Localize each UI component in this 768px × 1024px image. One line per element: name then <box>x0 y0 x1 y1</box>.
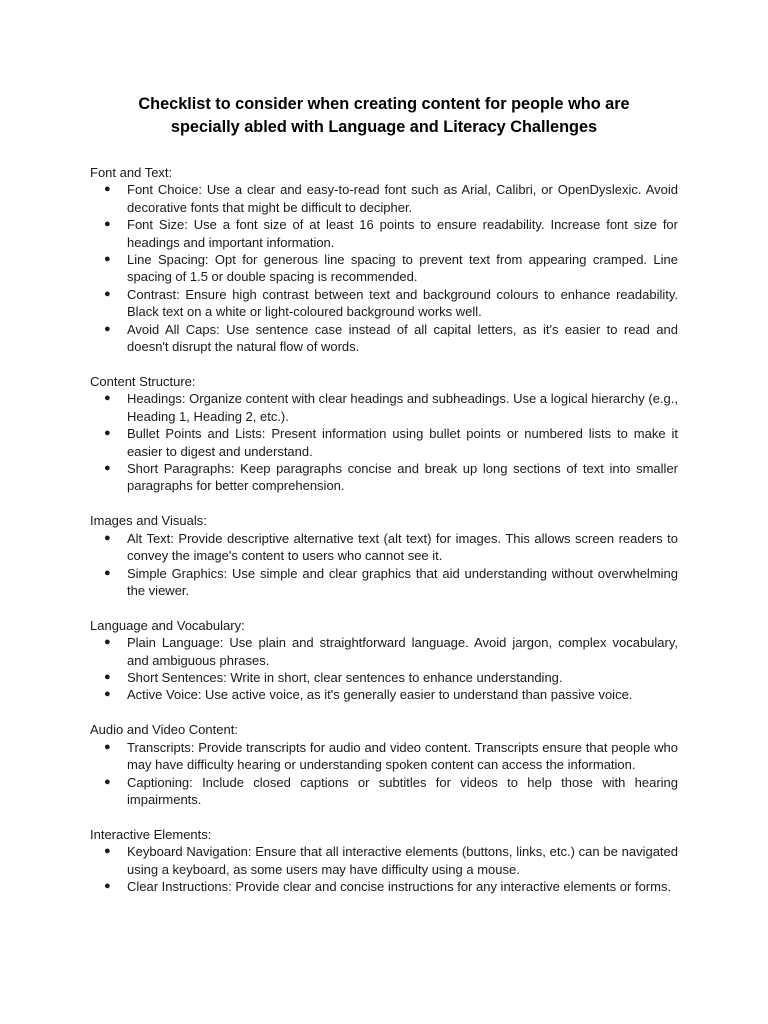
section-heading: Images and Visuals: <box>90 513 207 529</box>
list-item <box>90 774 678 809</box>
section-heading: Language and Vocabulary: <box>90 617 245 633</box>
bullet-list <box>90 390 678 494</box>
list-item-text: Active Voice: Use active voice, as it's generally easier to understand than passive voice. <box>127 687 633 703</box>
bullet-icon: ● <box>104 775 111 788</box>
list-item <box>90 669 678 686</box>
bullet-list <box>90 181 678 355</box>
list-item-text: Alt Text: Provide descriptive alternative text (alt text) for images. This allows screen readers to convey the image's content to users who cannot see it. <box>127 530 678 564</box>
bullet-icon: ● <box>104 688 111 701</box>
list-item <box>90 216 678 251</box>
list-item <box>90 686 678 703</box>
list-item <box>90 634 678 669</box>
section-heading: Content Structure: <box>90 373 196 389</box>
section-heading: Audio and Video Content: <box>90 722 238 738</box>
list-item-text: Bullet Points and Lists: Present information using bullet points or numbered lists to make it easier to digest and understand. <box>127 426 678 459</box>
list-item-text: Line Spacing: Opt for generous line spacing to prevent text from appearing cramped. Line spacing of 1.5 or double spacing is recommended. <box>127 252 678 285</box>
bullet-icon: ● <box>104 845 111 858</box>
list-item-text: Short Paragraphs: Keep paragraphs concise and break up long sections of text into smaller paragraphs for better comprehension. <box>127 461 678 494</box>
bullet-icon: ● <box>104 427 111 440</box>
bullet-icon: ● <box>104 322 111 335</box>
list-item-text: Short Sentences: Write in short, clear sentences to enhance understanding. <box>127 670 563 686</box>
bullet-list <box>90 634 678 704</box>
section-images-and-visuals <box>90 512 678 599</box>
section-content-structure <box>90 373 678 495</box>
bullet-list <box>90 843 678 895</box>
list-item <box>90 530 678 565</box>
bullet-icon: ● <box>104 880 111 893</box>
bullet-icon: ● <box>104 253 111 266</box>
list-item <box>90 251 678 286</box>
bullet-icon: ● <box>104 183 111 196</box>
list-item-text: Transcripts: Provide transcripts for audio and video content. Transcripts ensure that people who may have difficulty hearing or understanding spoken content can access the information. <box>127 739 678 773</box>
bullet-icon: ● <box>104 671 111 684</box>
section-audio-and-video-content <box>90 721 678 808</box>
list-item-text: Clear Instructions: Provide clear and concise instructions for any interactive elements or forms. <box>127 879 672 895</box>
document-page <box>90 93 678 913</box>
section-heading: Interactive Elements: <box>90 826 212 842</box>
bullet-icon: ● <box>104 636 111 649</box>
bullet-icon: ● <box>104 218 111 231</box>
list-item <box>90 181 678 216</box>
list-item-text: Simple Graphics: Use simple and clear graphics that aid understanding without overwhelming the viewer. <box>127 565 678 598</box>
list-item <box>90 878 678 895</box>
bullet-icon: ● <box>104 531 111 544</box>
section-language-and-vocabulary <box>90 617 678 704</box>
section-font-and-text <box>90 164 678 355</box>
section-interactive-elements <box>90 826 678 896</box>
list-item <box>90 321 678 356</box>
list-item-text: Captioning: Include closed captions or subtitles for videos to help those with hearing impairments. <box>127 774 678 807</box>
list-item-text: Font Choice: Use a clear and easy-to-read font such as Arial, Calibri, or OpenDyslexic. Avoid decorative fonts that might be difficult to decipher. <box>127 182 678 215</box>
document-title <box>90 93 678 139</box>
section-heading: Font and Text: <box>90 165 173 180</box>
bullet-icon: ● <box>104 392 111 405</box>
list-item <box>90 843 678 878</box>
list-item <box>90 565 678 600</box>
list-item <box>90 286 678 321</box>
list-item <box>90 739 678 774</box>
list-item-text: Avoid All Caps: Use sentence case instead of all capital letters, as it's easier to read and doesn't disrupt the natural flow of words. <box>127 321 678 355</box>
list-item <box>90 460 678 495</box>
bullet-icon: ● <box>104 287 111 300</box>
list-item-text: Contrast: Ensure high contrast between text and background colours to enhance readability. Black text on a white or light-coloured background works well. <box>127 286 678 320</box>
bullet-list <box>90 530 678 600</box>
list-item <box>90 425 678 460</box>
list-item-text: Headings: Organize content with clear headings and subheadings. Use a logical hierarchy (e.g., Heading 1, Heading 2, etc.). <box>127 391 678 424</box>
list-item <box>90 390 678 425</box>
list-item-text: Font Size: Use a font size of at least 16 points to ensure readability. Increase font size for headings and important information. <box>127 217 678 250</box>
bullet-icon: ● <box>104 462 111 474</box>
list-item-text: Keyboard Navigation: Ensure that all interactive elements (buttons, links, etc.) can be navigated using a keyboard, as some users may have difficulty using a mouse. <box>127 844 678 877</box>
bullet-icon: ● <box>104 566 111 579</box>
document-title-line-1: Checklist to consider when creating content for people who are <box>138 95 630 113</box>
bullet-icon: ● <box>104 740 111 753</box>
document-title-line-2: specially abled with Language and Literacy Challenges <box>170 118 598 136</box>
list-item-text: Plain Language: Use plain and straightforward language. Avoid jargon, complex vocabulary, and ambiguous phrases. <box>127 635 678 668</box>
bullet-list <box>90 739 678 809</box>
